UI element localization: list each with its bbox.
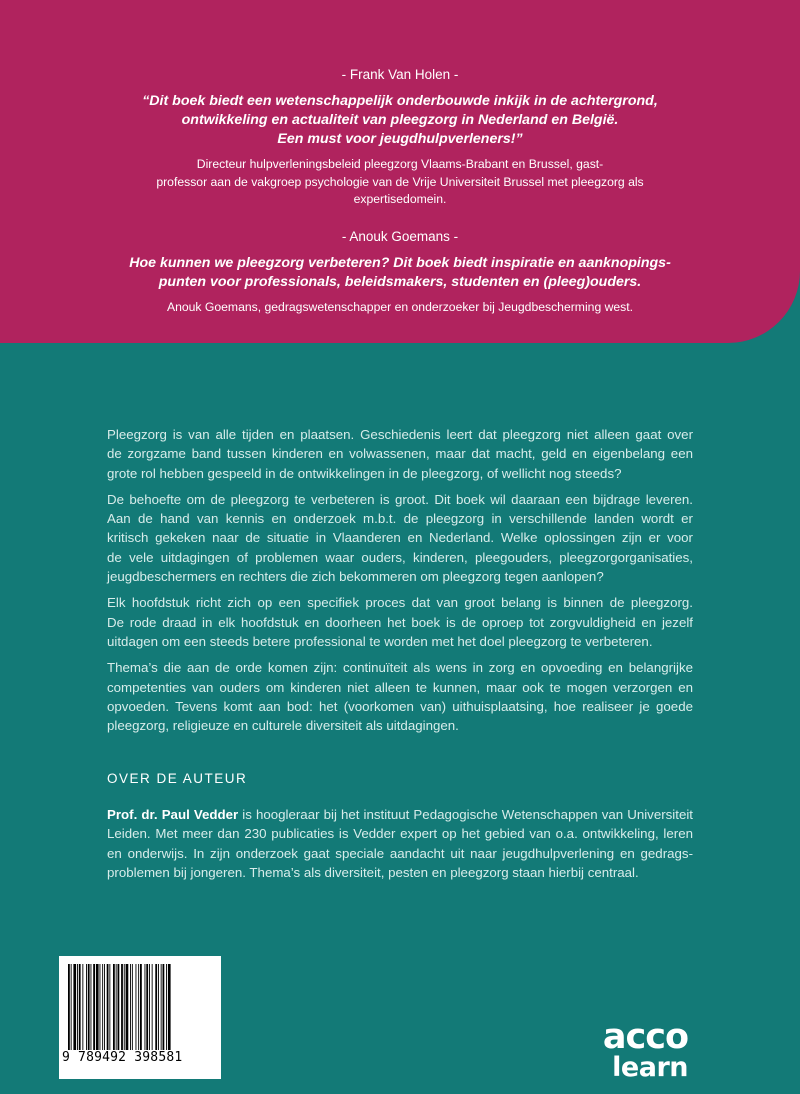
barcode-bar bbox=[116, 964, 117, 1050]
barcode-bar bbox=[155, 964, 157, 1050]
barcode-bar bbox=[138, 964, 139, 1050]
paragraph-line: Pleegzorg is van alle tijden en plaatsen. Geschiedenis leert dat pleegzorg niet alleen gaat over bbox=[107, 427, 693, 442]
barcode-bar bbox=[140, 964, 142, 1050]
quote-line: Hoe kunnen we pleegzorg verbeteren? Dit boek biedt inspiratie en aanknopings- bbox=[129, 255, 671, 271]
barcode-bar bbox=[100, 964, 101, 1050]
isbn-digits: 9 789492 398581 bbox=[62, 1050, 183, 1065]
review-quote bbox=[0, 92, 800, 149]
barcode-bar bbox=[104, 964, 105, 1050]
quote-line: Een must voor jeugdhulpverleners!” bbox=[277, 131, 523, 147]
paragraph-line: uitdagen om een steeds betere professional te worden met het doel pleegzorg te verbeteren. bbox=[107, 633, 653, 649]
barcode-bar bbox=[152, 964, 153, 1050]
role-line: Directeur hulpverleningsbeleid pleegzorg Vlaams-Brabant en Brussel, gast- bbox=[196, 157, 604, 171]
barcode-bar bbox=[86, 964, 87, 1050]
paragraph-line: Elk hoofdstuk richt zich op een specifiek proces dat van groot belang is binnen de pleegzorg. bbox=[107, 595, 693, 611]
quote-line: punten voor professionals, beleidsmakers, studenten en (pleeg)ouders. bbox=[158, 274, 642, 290]
about-author-heading: OVER DE AUTEUR bbox=[107, 771, 248, 786]
barcode-bar bbox=[149, 964, 150, 1050]
barcode-bar bbox=[161, 964, 162, 1050]
description-paragraph bbox=[107, 490, 693, 586]
role-line: Anouk Goemans, gedragswetenschapper en onderzoeker bij Jeugdbescherming west. bbox=[166, 300, 634, 314]
reviewer-role bbox=[0, 299, 800, 317]
barcode-bar bbox=[118, 964, 120, 1050]
role-line: professor aan de vakgroep psychologie van de Vrije Universiteit Brussel met pleegzorg als bbox=[156, 174, 644, 189]
paragraph-line: De rode draad in elk hoofdstuk en doorheen het boek is de oproep tot zorgvuldigheid en jezelf bbox=[107, 614, 693, 630]
reviewer-name: - Anouk Goemans - bbox=[341, 229, 459, 244]
barcode-bar bbox=[132, 964, 133, 1050]
bio-line: Leiden. Met meer dan 230 publicaties is Vedder expert op het gebied van o.a. ontwikkeling, leren bbox=[107, 826, 693, 842]
barcode-bars bbox=[68, 964, 212, 1050]
barcode-bar bbox=[136, 964, 137, 1050]
reviewer-name: - Frank Van Holen - bbox=[341, 67, 459, 82]
quote-line: “Dit boek biedt een wetenschappelijk onderbouwde inkijk in de achtergrond, bbox=[142, 93, 658, 109]
bio-line: en onderwijs. In zijn onderzoek gaat speciale aandacht uit naar jeugdhulpverlening en gedrags- bbox=[107, 845, 693, 861]
barcode-bar bbox=[91, 964, 92, 1050]
paragraph-line: opvoeden. Tevens komt aan bod: het (voorkomen van) uithuisplaatsing, hoe realiseer je goede bbox=[107, 698, 693, 714]
author-name: Prof. dr. Paul Vedder bbox=[107, 807, 239, 822]
bio-line-rest: is hoogleraar bij het instituut Pedagogische Wetenschappen van Universiteit bbox=[238, 807, 693, 822]
isbn-barcode bbox=[59, 956, 221, 1079]
description-paragraph bbox=[107, 658, 693, 735]
barcode-bar bbox=[107, 964, 109, 1050]
author-bio bbox=[107, 805, 693, 882]
paragraph-line: kritisch gekeken naar de situatie in Vlaanderen en Nederland. Welke oplossingen zijn er voor bbox=[107, 530, 693, 546]
paragraph-line: De behoefte om de pleegzorg te verbeteren is groot. Dit boek wil daaraan een bijdrage leveren. bbox=[107, 491, 693, 507]
barcode-bar bbox=[77, 964, 78, 1050]
barcode-bar bbox=[79, 964, 81, 1050]
bio-line: problemen bij jongeren. Thema’s als diversiteit, pesten en pleegzorg staan hierbij centraal. bbox=[107, 864, 639, 880]
barcode-bar bbox=[121, 964, 123, 1050]
paragraph-line: Thema’s die aan de orde komen zijn: continuïteit als wens in zorg en opvoeding en belangrijke bbox=[107, 660, 693, 676]
barcode-bar bbox=[145, 964, 146, 1050]
barcode-bar bbox=[68, 964, 70, 1050]
barcode-bar bbox=[82, 964, 83, 1050]
barcode-bar bbox=[109, 964, 110, 1050]
book-description bbox=[107, 425, 693, 742]
barcode-bar bbox=[126, 964, 129, 1050]
logo-wordmark-top: acco bbox=[602, 1017, 688, 1057]
description-paragraph bbox=[107, 593, 693, 651]
barcode-bar bbox=[102, 964, 103, 1050]
barcode-bar bbox=[168, 964, 171, 1050]
paragraph-line: grote rol hebben gespeeld in de ontwikkelingen in de pleegzorg, of wellicht nog steeds? bbox=[107, 465, 622, 481]
review-quote bbox=[0, 254, 800, 292]
review-frank-van-holen bbox=[0, 66, 800, 209]
barcode-bar bbox=[130, 964, 131, 1050]
role-line: expertisedomein. bbox=[353, 192, 447, 206]
barcode-bar bbox=[146, 964, 148, 1050]
quote-line: ontwikkeling en actualiteit van pleegzorg in Nederland en België. bbox=[181, 112, 619, 128]
publisher-logo bbox=[578, 1017, 688, 1083]
paragraph-line: jeugdbeschermers en rechters die zich bekommeren om pleegzorg tegen aanlopen? bbox=[107, 569, 604, 585]
barcode-bar bbox=[158, 964, 159, 1050]
barcode-bar bbox=[124, 964, 125, 1050]
review-anouk-goemans bbox=[0, 228, 800, 317]
description-paragraph bbox=[107, 425, 693, 483]
barcode-bar bbox=[113, 964, 115, 1050]
bio-line bbox=[107, 805, 693, 824]
reviewer-role bbox=[0, 156, 800, 209]
paragraph-line: competenties van ouders om kinderen niet alleen te kunnen, maar ook te mogen verzorgen en bbox=[107, 679, 693, 695]
paragraph-line: de zorgzame band tussen kinderen en volwassenen, maar dat macht, geld en eigenbelang een bbox=[107, 446, 693, 462]
logo-wordmark-bottom: learn bbox=[612, 1052, 688, 1083]
barcode-bar bbox=[71, 964, 72, 1050]
reviews-panel bbox=[0, 0, 800, 343]
barcode-bar bbox=[163, 964, 165, 1050]
paragraph-line: Aan de hand van kennis en onderzoek m.b.t. de pleegzorg in verschillende landen wordt er bbox=[107, 511, 693, 527]
paragraph-line: pleegzorg, religieuze en culturele diversiteit als uitdagingen. bbox=[107, 718, 459, 734]
barcode-bar bbox=[166, 964, 167, 1050]
barcode-bar bbox=[73, 964, 76, 1050]
barcode-bar bbox=[93, 964, 95, 1050]
barcode-bar bbox=[88, 964, 90, 1050]
barcode-bar bbox=[96, 964, 99, 1050]
paragraph-line: de vele uitdagingen of problemen waar ouders, kinderen, pleegouders, pleegzorgorganisaties, bbox=[107, 549, 693, 565]
